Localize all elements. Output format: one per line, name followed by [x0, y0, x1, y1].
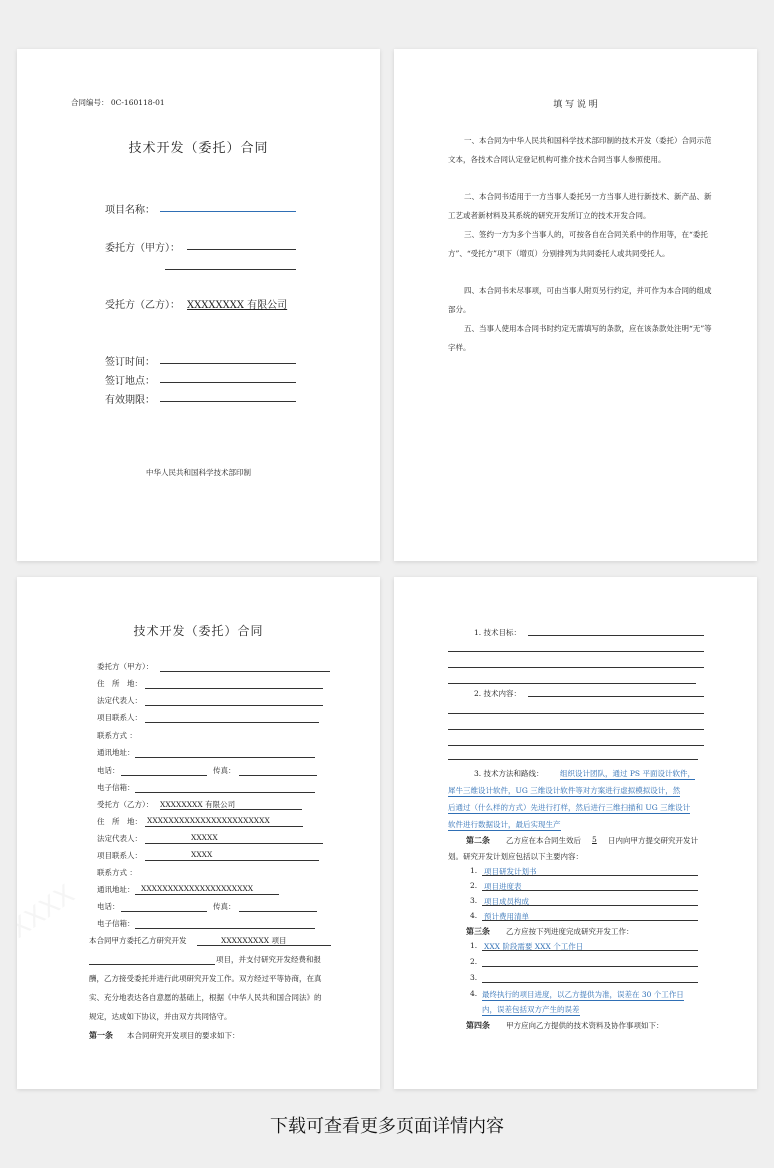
client-field-2[interactable] [165, 269, 296, 270]
client-field[interactable] [187, 249, 296, 250]
contract-number: 合同编号： 0C-160118-01 [71, 98, 165, 107]
goal-field[interactable] [528, 635, 704, 636]
legal-rep2-value: XXXXX [191, 833, 218, 842]
article-4-text: 甲方应向乙方提供的技术资料及协作事项如下： [506, 1021, 664, 1030]
phone-field[interactable] [121, 775, 207, 776]
method-text-1: 组织设计团队，通过 PS 平面设计软件， [560, 769, 695, 778]
body-line-3: 酬，乙方接受委托并进行此项研究开发工作。双方经过平等协商，在真 [89, 974, 322, 983]
address-field[interactable] [145, 688, 323, 689]
plan-item-1: 项目研发计划书 [484, 867, 537, 876]
contractor-value: XXXXXXXX 有限公司 [160, 800, 236, 809]
mail-address-field[interactable] [135, 757, 315, 758]
download-more-note[interactable]: 下载可查看更多页面详情内容 [270, 1116, 504, 1137]
goal-label: 1. 技术目标： [474, 628, 522, 637]
instructions-title: 填 写 说 明 [553, 100, 598, 110]
printer-note: 中华人民共和国科学技术部印制 [146, 468, 251, 477]
contractor-value: XXXXXXXX 有限公司 [187, 300, 288, 311]
instruction-para-5: 五、当事人使用本合同书时约定无需填写的条款，应在该条款处注明“无”等字样。 [448, 324, 712, 352]
article-1-text: 本合同研究开发项目的要求如下： [127, 1031, 240, 1040]
article-2-text-2: 划。研究开发计划应包括以下主要内容： [448, 852, 583, 861]
email-label: 电子信箱： [97, 783, 135, 792]
content-line-2[interactable] [448, 713, 704, 714]
phone-label: 电话： [97, 766, 120, 775]
instructions-page [394, 49, 757, 561]
project-contact2-line [145, 860, 319, 861]
instruction-para-1: 一、本合同为中华人民共和国科学技术部印制的技术开发（委托）合同示范文本，各技术合同认定登记机构可推介技术合同当事人参照使用。 [448, 136, 712, 164]
sign-place-label: 签订地点： [105, 376, 155, 387]
progress-item-1: XXX 阶段需要 XXX 个工作日 [484, 942, 584, 951]
instruction-para-3: 三、签约一方为多个当事人的，可按各自在合同关系中的作用等，在“委托方”、“受托方”项下（增页）分别排列为共同委托人或共同受托人。 [448, 230, 708, 258]
address-label: 住 所 地： [97, 679, 142, 688]
article-2-text-a: 乙方应在本合同生效后 [506, 836, 581, 845]
contact-method-label: 联系方式 ： [97, 731, 137, 740]
project-contact2-value: XXXX [191, 850, 213, 859]
valid-period-label: 有效期限： [105, 395, 155, 406]
phone2-field[interactable] [121, 911, 207, 912]
plan-item-4: 预计费用清单 [484, 912, 529, 921]
legal-rep-label: 法定代表人： [97, 696, 142, 705]
plan-number-2: 2. [470, 881, 478, 890]
instruction-para-4: 四、本合同书未尽事项，可由当事人附页另行约定，并可作为本合同的组成部分。 [448, 286, 712, 314]
mail-address2-line [135, 894, 279, 895]
progress-item-4a: 最终执行的项目进度，以乙方提供为准，误差在 30 个工作日 [482, 990, 684, 999]
content-line-3[interactable] [448, 729, 704, 730]
progress-number-3: 3. [470, 973, 478, 982]
article-2-text-b: 日内向甲方提交研究开发计 [608, 836, 698, 845]
fax2-field[interactable] [239, 911, 317, 912]
address2-value: XXXXXXXXXXXXXXXXXXXXXXX [147, 816, 270, 825]
body-line-5: 规定，达成如下协议，并由双方共同恪守。 [89, 1012, 232, 1021]
contractor-label: 受托方（乙方）： [97, 800, 154, 809]
plan-item-2: 项目进度表 [484, 882, 522, 891]
client-label: 委托方（甲方）： [97, 662, 154, 671]
progress-number-1: 1. [470, 941, 478, 950]
fax2-label: 传真： [213, 902, 236, 911]
method-text-3: 后通过（什么样的方式）先进行打样，然后进行三维扫描和 UG 三维设计 [448, 803, 691, 812]
sign-time-field[interactable] [160, 363, 296, 364]
goal-line-4[interactable] [448, 683, 696, 684]
fax-field[interactable] [239, 775, 317, 776]
content-field[interactable] [528, 696, 704, 697]
email2-label: 电子信箱： [97, 919, 135, 928]
email2-field[interactable] [135, 928, 315, 929]
plan-number-4: 4. [470, 911, 478, 920]
mail-address2-value: XXXXXXXXXXXXXXXXXXXXX [141, 884, 254, 893]
body-line-2: 项目，并支付研究开发经费和报 [216, 955, 321, 964]
contractor-label: 受托方（乙方）： [105, 300, 180, 311]
project-name-field[interactable] [160, 211, 296, 212]
plan-line-3[interactable] [482, 905, 698, 906]
body-line-1b: XXXXXXXXX 项目 [221, 936, 287, 945]
client-label: 委托方（甲方）： [105, 243, 180, 254]
plan-line-2[interactable] [482, 890, 698, 891]
address2-line [145, 826, 303, 827]
project-name-line-2[interactable] [89, 964, 215, 965]
project-contact-field[interactable] [145, 722, 319, 723]
method-label: 3. 技术方法和路线： [474, 769, 544, 778]
method-text-2: 犀牛三维设计软件，UG 三维设计软件等对方案进行虚拟模拟设计，然 [448, 786, 681, 795]
contract-title: 技术开发（委托）合同 [133, 624, 264, 638]
article-2-heading: 第二条 [466, 835, 490, 845]
progress-line-2[interactable] [482, 966, 698, 967]
method-text-4: 软件进行数据设计，最后实现生产 [448, 820, 561, 829]
goal-line-3[interactable] [448, 667, 704, 668]
progress-item-4b: 内，误差包括双方产生的误差 [482, 1005, 580, 1014]
article-1-heading: 第一条 [89, 1030, 113, 1040]
progress-line-1[interactable] [482, 950, 698, 951]
article-4-heading: 第四条 [466, 1020, 490, 1030]
content-line-5[interactable] [448, 759, 698, 760]
project-contact-label: 项目联系人： [97, 713, 142, 722]
valid-period-field[interactable] [160, 401, 296, 402]
sign-time-label: 签订时间： [105, 357, 155, 368]
mail-address2-label: 通讯地址： [97, 885, 135, 894]
article-3-heading: 第三条 [466, 926, 490, 936]
body-line-1a: 本合同甲方委托乙方研究开发 [89, 936, 187, 945]
contact-method2-label: 联系方式 ： [97, 868, 137, 877]
progress-number-4: 4. [470, 989, 478, 998]
cover-page [17, 49, 380, 561]
project-name-label: 项目名称： [105, 205, 155, 216]
fax-label: 传真： [213, 766, 236, 775]
contractor-line [160, 809, 302, 810]
page-title: 技术开发（委托）合同 [128, 141, 269, 156]
sign-place-field[interactable] [160, 382, 296, 383]
address2-label: 住 所 地： [97, 817, 142, 826]
project-contact2-label: 项目联系人： [97, 851, 142, 860]
instruction-para-2: 二、本合同书适用于一方当事人委托另一方当事人进行新技术、新产品、新工艺或者新材料及其系统的研究开发所订立的技术开发合同。 [448, 192, 712, 220]
content-line-4[interactable] [448, 745, 704, 746]
legal-rep2-line [145, 843, 323, 844]
content-label: 2. 技术内容： [474, 689, 522, 698]
plan-item-3: 项目成员构成 [484, 897, 529, 906]
plan-line-4[interactable] [482, 920, 698, 921]
contract-page-2 [394, 577, 757, 1089]
goal-line-2[interactable] [448, 651, 704, 652]
progress-number-2: 2. [470, 957, 478, 966]
plan-number-1: 1. [470, 866, 478, 875]
article-2-days[interactable]: 5 [592, 835, 597, 844]
article-3-text: 乙方应按下列进度完成研究开发工作： [506, 927, 634, 936]
legal-rep2-label: 法定代表人： [97, 834, 142, 843]
plan-number-3: 3. [470, 896, 478, 905]
progress-line-3[interactable] [482, 982, 698, 983]
body-line-4: 实、充分地表达各自意愿的基础上，根据《中华人民共和国合同法》的 [89, 993, 322, 1002]
plan-line-1[interactable] [482, 875, 698, 876]
email-field[interactable] [135, 792, 315, 793]
legal-rep-field[interactable] [145, 705, 323, 706]
mail-address-label: 通讯地址： [97, 748, 135, 757]
phone2-label: 电话： [97, 902, 120, 911]
contract-page [17, 577, 380, 1089]
client-field[interactable] [160, 671, 330, 672]
